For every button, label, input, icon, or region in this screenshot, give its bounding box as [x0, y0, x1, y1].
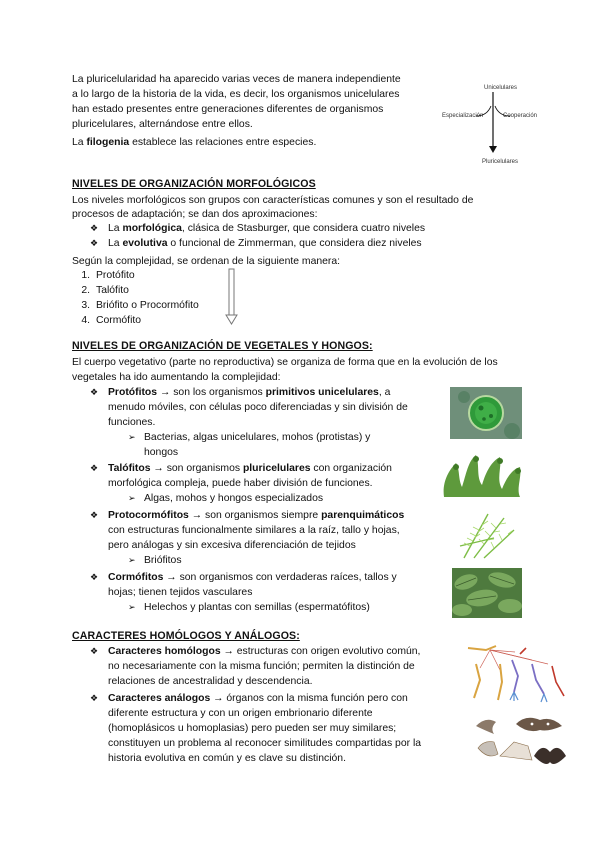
- bullet-morfologica: ❖ La morfológica, clásica de Stasburger, que considera cuatro niveles: [90, 223, 426, 234]
- homologous-limbs-image: [460, 640, 570, 710]
- heading-morfologicos: NIVELES DE ORGANIZACIÓN MORFOLÓGICOS: [72, 178, 316, 190]
- level-item: 2. Talófito: [81, 285, 129, 296]
- cormofito-fern-image: [452, 568, 522, 618]
- bullet-protocormofitos: ❖ Protocormófitos → son organismos siempre parenquimáticos con estructuras funcionalmente similares a la raíz, tallo y hojas, pero análogas y sin excesiva diferenciación de tejidos: [90, 510, 405, 551]
- diagram-top-label: Unicelulares: [484, 85, 518, 91]
- diamond-bullet-icon: ❖: [90, 510, 99, 520]
- vegetales-line-1: El cuerpo vegetativo (parte no reproductiva) se organiza de forma que en la evolución de los: [72, 357, 498, 368]
- intro-line-2: a lo largo de la historia de la vida, es decir, los organismos unicelulares: [72, 89, 400, 100]
- diamond-bullet-icon: ❖: [90, 223, 99, 233]
- morfo-line-2: procesos de adaptación; se dan dos aproximaciones:: [72, 209, 318, 220]
- morfo-line-1: Los niveles morfológicos son grupos con características comunes y son el resultado de: [72, 195, 474, 206]
- arrow-bullet-icon: ➢: [128, 555, 136, 565]
- bullet-cormofitos: ❖ Cormófitos → son organismos con verdaderas raíces, tallos y hojas; tienen tejidos vasculares: [90, 572, 397, 598]
- filogenia-sentence: La filogenia establece las relaciones entre especies.: [72, 137, 317, 148]
- level-item: 3. Briófito o Procormófito: [81, 300, 199, 311]
- diamond-bullet-icon: ❖: [90, 693, 99, 703]
- diagram-bottom-label: Pluricelulares: [482, 159, 519, 165]
- talofito-seaweed-image: [436, 449, 528, 501]
- intro-line-1: La pluricelularidad ha aparecido varias veces de manera independiente: [72, 74, 401, 85]
- sub-talofitos: ➢ Algas, mohos y hongos especializados: [128, 493, 324, 504]
- diamond-bullet-icon: ❖: [90, 646, 99, 656]
- arrow-bullet-icon: ➢: [128, 432, 136, 442]
- complexity-arrow-icon: [224, 268, 240, 326]
- diagram-right-label: Cooperación: [503, 113, 538, 119]
- analogous-wings-image: [470, 712, 570, 774]
- pluricellularity-diagram: [440, 80, 540, 170]
- protocormofito-moss-image: [454, 508, 522, 560]
- diamond-bullet-icon: ❖: [90, 387, 99, 397]
- heading-caracteres: CARACTERES HOMÓLOGOS Y ANÁLOGOS:: [72, 630, 300, 642]
- diagram-left-label: Especialización: [442, 113, 484, 119]
- diamond-bullet-icon: ❖: [90, 238, 99, 248]
- bullet-evolutiva: ❖ La evolutiva o funcional de Zimmerman, que considera diez niveles: [90, 238, 422, 249]
- intro-line-4: pluricelulares, alternándose entre ellos.: [72, 119, 253, 130]
- heading-vegetales: NIVELES DE ORGANIZACIÓN DE VEGETALES Y HONGOS:: [72, 340, 373, 352]
- bullet-protofitos: ❖ Protófitos → son los organismos primitivos unicelulares, a menudo móviles, con células poco diferenciadas y sin división de funciones.: [90, 387, 408, 428]
- intro-line-3: han estado presentes entre generaciones diferentes de organismos: [72, 104, 384, 115]
- bullet-homologos: ❖ Caracteres homólogos → estructuras con origen evolutivo común, no necesariamente con la misma función; permiten la distinción de relaciones de ancestralidad y descendencia.: [90, 646, 421, 687]
- protofito-alga-image: [450, 387, 522, 439]
- arrow-bullet-icon: ➢: [128, 493, 136, 503]
- sub-protocormofitos: ➢ Briófitos: [128, 555, 182, 566]
- arrow-bullet-icon: ➢: [128, 602, 136, 612]
- diagram-arrow-head: [489, 146, 497, 153]
- diamond-bullet-icon: ❖: [90, 463, 99, 473]
- complexity-intro: Según la complejidad, se ordenan de la siguiente manera:: [72, 256, 341, 267]
- diamond-bullet-icon: ❖: [90, 572, 99, 582]
- bullet-talofitos: ❖ Talófitos → son organismos pluricelulares con organización morfológica compleja, puede haber división de funciones.: [90, 463, 392, 489]
- sub-cormofitos: ➢ Helechos y plantas con semillas (espermatófitos): [128, 602, 370, 613]
- level-item: 1. Protófito: [81, 270, 135, 281]
- sub-protofitos: ➢ Bacterias, algas unicelulares, mohos (protistas) y hongos: [128, 432, 371, 458]
- levels-list: [72, 268, 199, 328]
- vegetales-line-2: vegetales ha ido aumentando la complejidad:: [72, 372, 281, 383]
- bullet-analogos: ❖ Caracteres análogos → órganos con la misma función pero con diferente estructura y con un origen embrionario diferente (homoplásicos u homoplasias) pero pueden ser muy similares; constituyen un problema al reconocer similitudes compartidas por la historia evolutiva en común y es clave su distinción.: [90, 693, 422, 764]
- level-item: 4. Cormófito: [81, 315, 142, 326]
